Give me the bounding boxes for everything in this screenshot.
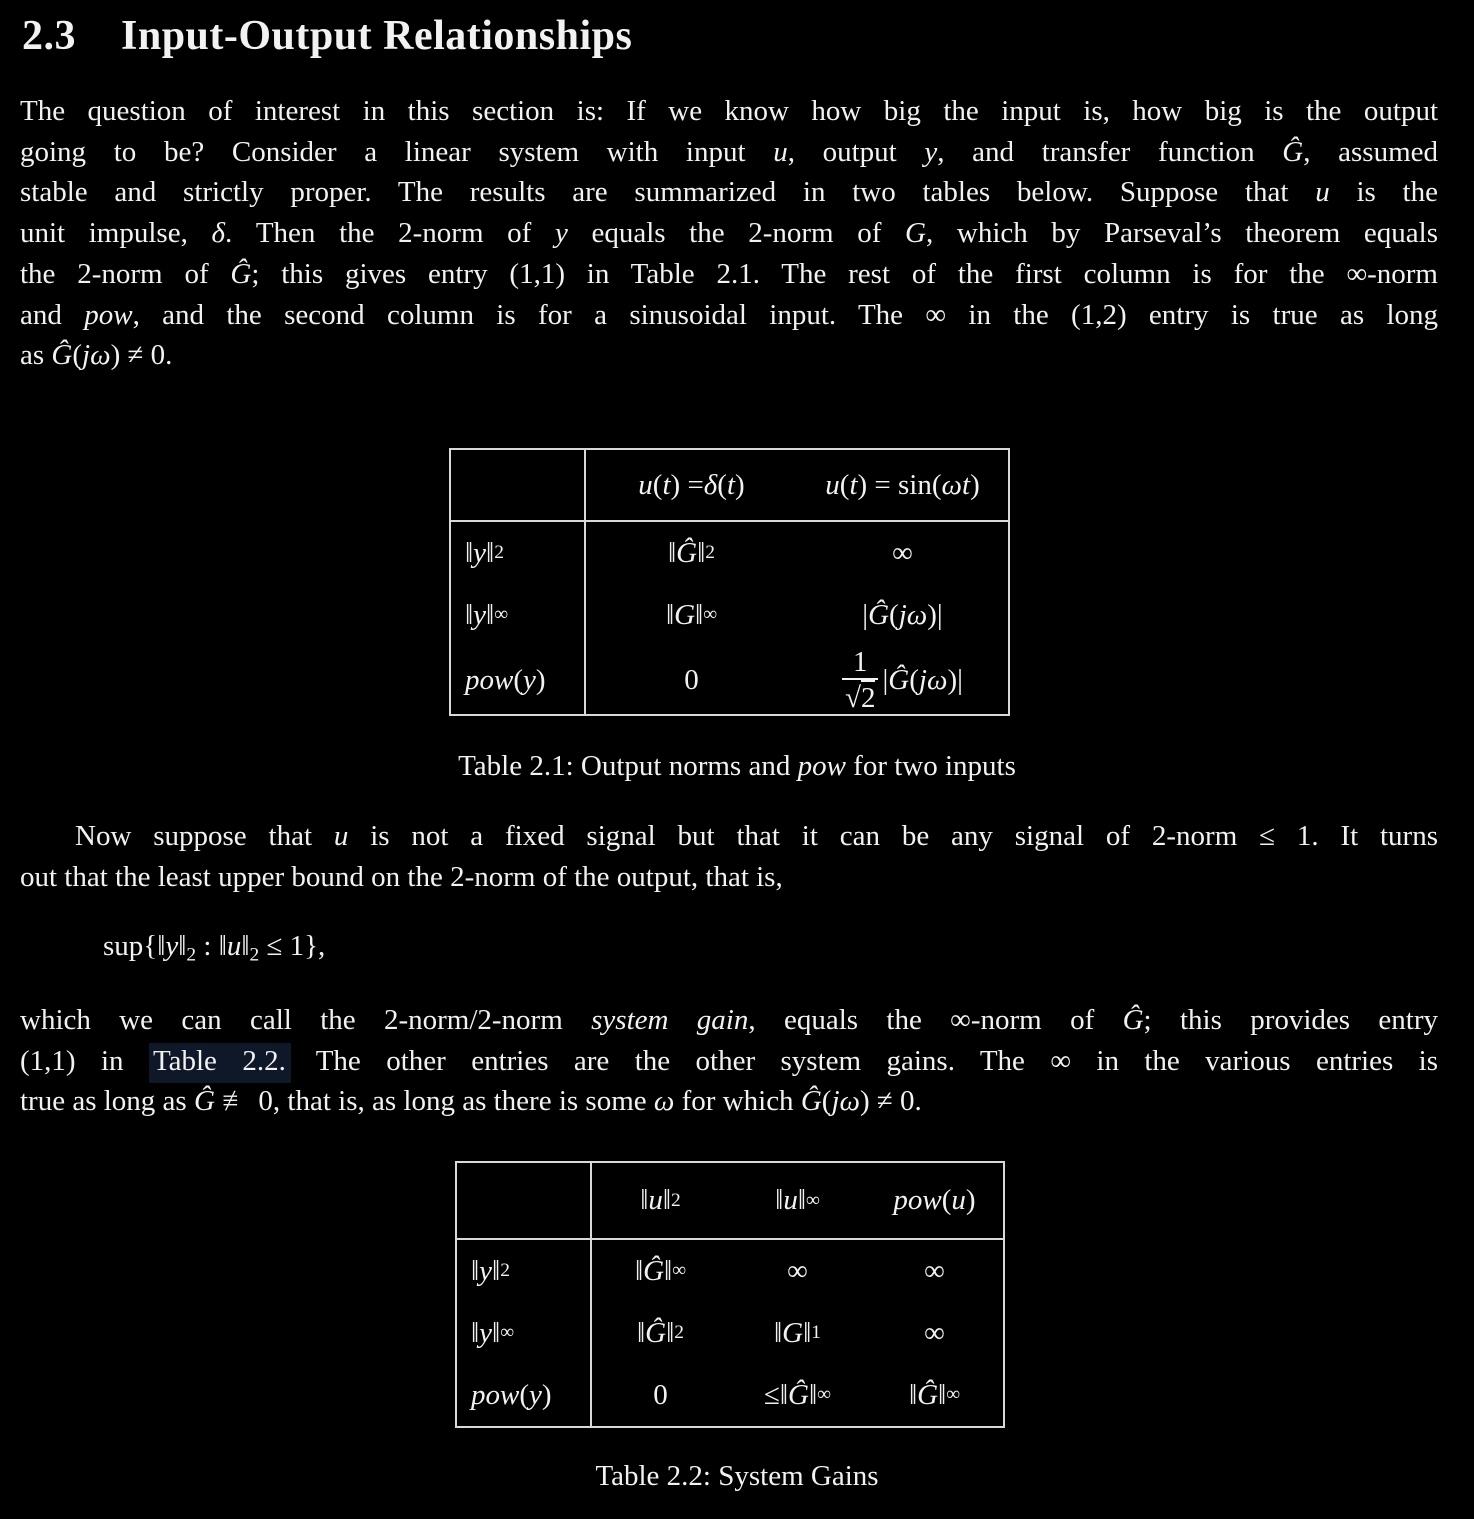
text-segment: ‖: [668, 536, 677, 569]
text-segment: jω: [831, 1085, 860, 1118]
text-segment: ‖: [640, 1184, 649, 1216]
text-segment: ‖: [664, 1254, 673, 1287]
table-corner-cell: [457, 1163, 592, 1240]
column-header: ‖ u ‖ ∞: [729, 1163, 866, 1240]
text-segment: y: [479, 1316, 493, 1349]
table-cell: [586, 646, 797, 715]
text-segment: 0: [653, 1378, 668, 1411]
fraction-one-over-sqrt2: $\frac{1}{√2}$: [842, 646, 878, 715]
table-2-2-caption: Table 2.2: System Gains: [595, 1460, 879, 1492]
text-segment: pow: [893, 1184, 942, 1216]
text-segment: jω: [918, 663, 948, 696]
text-segment: is not a fixed signal but that it can be any signal of 2-norm ≤ 1. It turns: [348, 820, 1438, 852]
text-segment: ): [735, 468, 745, 501]
text-segment: u: [333, 820, 349, 852]
text-segment: |: [882, 663, 889, 696]
text-segment: y: [165, 930, 179, 962]
text-segment: ‖: [465, 598, 474, 631]
text-segment: . Then the 2-norm of: [224, 217, 555, 250]
text-segment: The other entries are the other system gains. The ∞ in the various entries is: [290, 1044, 1439, 1077]
text-segment: , output: [787, 135, 925, 168]
text-segment: true as long as: [20, 1085, 194, 1118]
text-segment: u: [638, 468, 653, 501]
text-segment: and: [20, 298, 85, 331]
text-segment: Ĝ: [51, 339, 73, 372]
text-segment: which we can call the 2-norm/2-norm: [20, 1004, 592, 1036]
text-segment: (: [652, 468, 663, 501]
text-segment: pow: [797, 750, 846, 782]
row-header: [451, 646, 586, 715]
text-segment: ‖: [465, 536, 474, 569]
text-segment: (: [941, 1184, 952, 1216]
text-segment: , and transfer function: [937, 135, 1283, 168]
text-segment: 2: [186, 944, 197, 966]
text-segment: (: [909, 663, 919, 696]
text-segment: ‖: [637, 1316, 646, 1349]
text-segment: y: [554, 217, 568, 250]
table-cell: ‖ Ĝ ‖ ∞: [634, 1254, 687, 1287]
text-line: [20, 254, 1438, 295]
text-segment: ‖: [241, 930, 250, 962]
text-segment: t: [662, 468, 671, 501]
text-segment: ‖: [697, 536, 706, 569]
text-segment: is the: [1329, 176, 1438, 209]
text-segment: ; this gives entry (1,1) in Table 2.1. The rest of the first column is for the ∞-norm: [251, 257, 1438, 290]
text-segment: G: [782, 1316, 804, 1349]
table-cell: [866, 1240, 1003, 1302]
text-line: [20, 816, 1438, 857]
text-segment: ; this provides entry: [1143, 1004, 1439, 1036]
text-line: [20, 91, 1438, 132]
text-segment: The question of interest in this section is: If we know how big the input is, how big is the output: [20, 95, 1438, 127]
text-segment: ‖: [803, 1316, 812, 1349]
text-segment: ∞: [892, 536, 913, 569]
text-segment: t: [849, 468, 858, 501]
text-segment: ‖: [695, 598, 704, 631]
text-segment: ‖: [218, 930, 227, 962]
table-2-1-caption: [0, 746, 1474, 786]
row-header: ‖ y ‖ ∞: [451, 584, 586, 646]
text-segment: Ĝ: [193, 1085, 215, 1118]
text-line: [20, 1041, 1438, 1082]
table-cell: ‖ Ĝ ‖ ∞: [908, 1378, 961, 1411]
text-segment: ∞: [787, 1254, 808, 1287]
text-segment: )|: [947, 663, 963, 696]
text-segment: Ĝ: [1282, 135, 1304, 168]
section-number: 2.3: [22, 13, 76, 59]
text-segment: ) ≠ 0.: [110, 339, 173, 372]
text-segment: G: [905, 217, 926, 250]
paragraph-intro: [20, 91, 1438, 376]
text-segment: Ĝ: [868, 598, 890, 631]
text-segment: (: [513, 663, 524, 696]
text-segment: equals the 2-norm of: [567, 217, 906, 250]
text-segment: δ: [211, 217, 225, 250]
text-line: [20, 1000, 1438, 1041]
section-title: Input-Output Relationships: [121, 13, 633, 59]
text-segment: ): [541, 1378, 552, 1411]
text-segment: the 2-norm of: [20, 257, 231, 290]
text-segment: pow: [465, 663, 514, 696]
text-segment: ‖: [492, 1254, 501, 1287]
row-header: ‖ y ‖ 2: [457, 1240, 592, 1302]
text-segment: ‖: [178, 930, 187, 962]
text-line: [20, 213, 1438, 254]
row-header: [457, 1364, 592, 1426]
text-segment: , equals the ∞-norm of: [748, 1004, 1123, 1036]
text-segment: ‖: [486, 598, 495, 631]
text-segment: pow: [84, 298, 133, 331]
text-segment: y: [523, 663, 536, 696]
text-segment: ωt: [941, 468, 971, 501]
paragraph-system-gain: [20, 1000, 1438, 1122]
column-header: [586, 450, 797, 522]
table-cell: ≤ ‖ Ĝ ‖ ∞: [763, 1378, 832, 1411]
text-segment: t: [726, 468, 736, 501]
text-segment: G: [674, 598, 696, 631]
text-segment: ‖: [486, 536, 495, 569]
text-segment: y: [529, 1378, 542, 1411]
row-header: ‖ y ‖ 2: [451, 522, 586, 584]
text-segment: ‖: [662, 1184, 672, 1216]
text-segment: 2: [249, 944, 260, 966]
text-segment: y: [924, 135, 938, 168]
text-segment: ‖: [666, 1316, 675, 1349]
text-segment: , and the second column is for a sinusoidal input. The ∞ in the (1,2) entry is true as long: [132, 298, 1439, 331]
text-segment: ‖: [157, 930, 166, 962]
text-line: [20, 857, 1438, 898]
table-2-2-link[interactable]: Table 2.2.: [149, 1043, 291, 1083]
text-segment: u: [773, 135, 788, 168]
text-segment: ∞: [924, 1316, 945, 1349]
text-segment: (: [72, 339, 83, 372]
text-segment: y: [473, 536, 487, 569]
text-segment: ) = sin(: [857, 468, 942, 501]
text-line: [20, 132, 1438, 173]
text-segment: ) ≠ 0.: [859, 1085, 922, 1118]
text-segment: sup{: [103, 930, 158, 962]
text-segment: Ĝ: [676, 536, 698, 569]
text-segment: out that the least upper bound on the 2-norm of the output, that is,: [20, 860, 783, 893]
table-cell: ‖ G ‖ 1: [774, 1316, 821, 1349]
table-cell: [729, 1240, 866, 1302]
display-equation: [103, 926, 325, 967]
table-cell: ‖ Ĝ ‖ 2: [637, 1316, 684, 1349]
text-segment: |: [862, 598, 869, 631]
text-segment: ≢ 0, that is, as long as there is some: [214, 1085, 654, 1118]
table-cell: [797, 584, 1008, 646]
text-segment: u: [783, 1184, 798, 1216]
text-segment: Now suppose that: [75, 820, 334, 852]
text-segment: unit impulse,: [20, 217, 212, 250]
text-segment: ≤: [763, 1378, 780, 1411]
text-segment: Ĝ: [800, 1085, 822, 1118]
text-segment: ‖: [797, 1184, 806, 1216]
text-segment: (: [839, 468, 850, 501]
text-segment: pow: [471, 1378, 520, 1411]
text-segment: ‖: [492, 1316, 501, 1349]
text-segment: ‖: [775, 1184, 784, 1216]
text-segment: u: [951, 1184, 966, 1216]
text-segment: (: [821, 1085, 832, 1118]
text-segment: δ: [703, 468, 718, 501]
text-segment: u: [825, 468, 840, 501]
text-segment: Ĝ: [643, 1254, 665, 1287]
text-segment: ‖: [471, 1254, 480, 1287]
text-segment: ): [970, 468, 980, 501]
column-header: [797, 450, 1008, 522]
text-segment: stable and strictly proper. The results are summarized in two tables below. Suppose that: [20, 176, 1316, 209]
text-segment: y: [473, 598, 487, 631]
table-2-1: [449, 448, 1010, 716]
text-segment: u: [648, 1184, 663, 1216]
table-cell: [866, 1302, 1003, 1364]
text-segment: u: [1315, 176, 1330, 209]
section-heading: [22, 12, 632, 60]
text-segment: ‖: [938, 1378, 947, 1411]
text-segment: for two inputs: [845, 750, 1016, 782]
text-segment: system gain: [591, 1004, 749, 1036]
text-segment: ω: [653, 1085, 675, 1118]
text-segment: (1,1) in: [20, 1044, 149, 1077]
text-segment: u: [226, 930, 242, 962]
text-segment: Ĝ: [1122, 1004, 1144, 1036]
text-segment: ‖: [774, 1316, 783, 1349]
text-segment: for which: [674, 1085, 801, 1118]
text-segment: , assumed: [1303, 135, 1439, 168]
table-2-2: [455, 1161, 1005, 1428]
text-segment: , which by Parseval’s theorem equals: [926, 217, 1438, 250]
table-cell: [592, 1364, 729, 1426]
table-cell: [797, 646, 1008, 715]
table-corner-cell: [451, 450, 586, 522]
text-segment: ‖: [634, 1254, 644, 1287]
text-segment: ‖: [809, 1378, 818, 1411]
text-segment: ‖: [779, 1378, 789, 1411]
text-segment: (: [519, 1378, 530, 1411]
text-line: [20, 295, 1438, 336]
text-segment: ‖: [908, 1378, 918, 1411]
text-segment: Ĝ: [645, 1316, 667, 1349]
text-line: [20, 1081, 1438, 1122]
text-line: [20, 172, 1438, 213]
text-segment: jω: [898, 598, 928, 631]
text-segment: ): [965, 1184, 976, 1216]
text-segment: jω: [82, 339, 111, 372]
text-segment: ≤ 1},: [259, 930, 326, 962]
text-segment: Ĝ: [230, 257, 252, 290]
text-segment: (: [889, 598, 899, 631]
text-segment: ‖: [471, 1316, 480, 1349]
text-segment: )|: [927, 598, 943, 631]
text-segment: ): [535, 663, 546, 696]
text-segment: (: [717, 468, 727, 501]
text-segment: 0: [684, 663, 699, 696]
text-segment: ∞: [924, 1254, 945, 1287]
text-segment: as: [20, 339, 52, 372]
column-header: [866, 1163, 1003, 1240]
paragraph-2norm: [20, 816, 1438, 897]
text-segment: going to be? Consider a linear system with input: [20, 135, 774, 168]
text-line: [20, 335, 1438, 376]
table-cell: ‖ Ĝ ‖ 2: [668, 536, 715, 569]
column-header: ‖ u ‖ 2: [592, 1163, 729, 1240]
text-segment: :: [196, 930, 219, 962]
text-segment: Ĝ: [917, 1378, 939, 1411]
text-segment: Ĝ: [888, 663, 910, 696]
table-cell: ‖ G ‖ ∞: [665, 598, 718, 631]
text-segment: Table 2.1: Output norms and: [458, 750, 798, 782]
text-segment: Ĝ: [788, 1378, 809, 1411]
text-segment: ) =: [670, 468, 704, 501]
text-segment: ‖: [665, 598, 675, 631]
text-segment: y: [479, 1254, 493, 1287]
row-header: ‖ y ‖ ∞: [457, 1302, 592, 1364]
table-cell: [797, 522, 1008, 584]
